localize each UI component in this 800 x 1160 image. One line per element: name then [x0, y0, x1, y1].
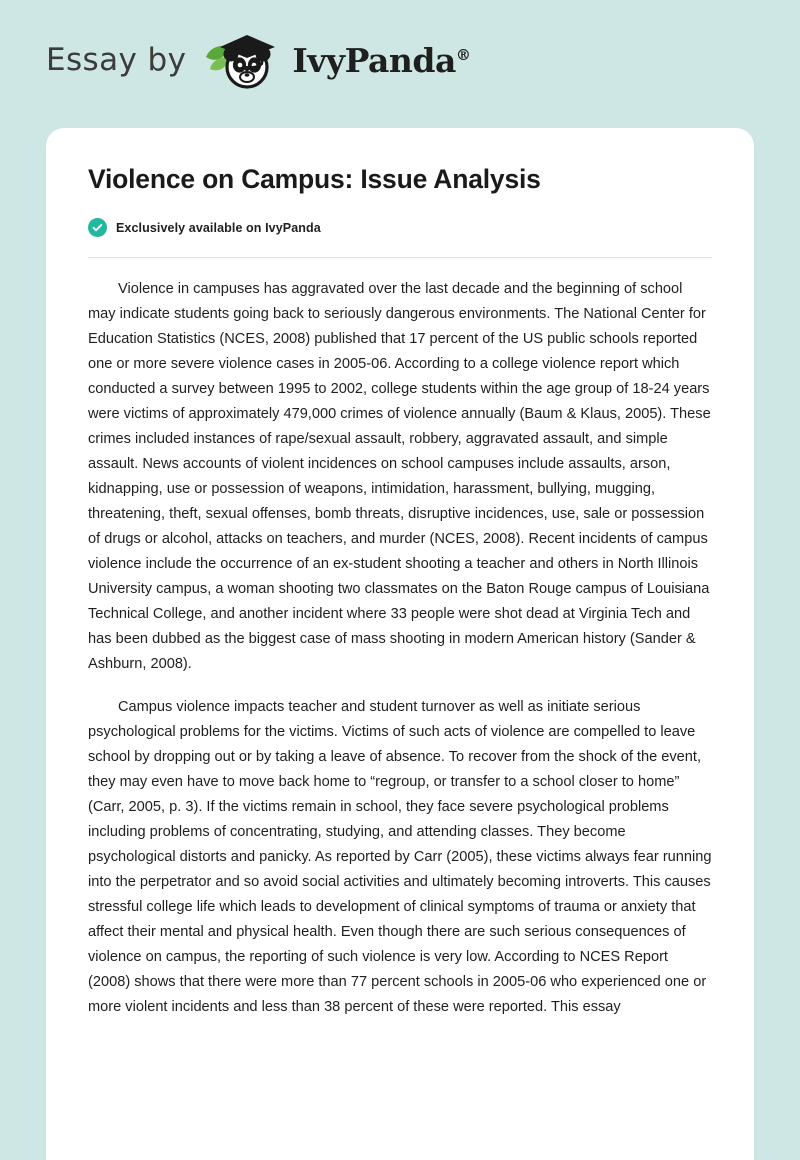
check-circle-icon [88, 218, 107, 237]
brand-logo[interactable] [200, 27, 470, 93]
brand-name [292, 41, 470, 80]
paragraph-1: Violence in campuses has aggravated over the last decade and the beginning of school may indicate students going back to seriously dangerous environments. The National Center for Education Statistics (NCES, 2008) published that 17 percent of the US public schools reported one or more severe violence cases in 2005-06. According to a college violence report which conducted a survey between 1995 to 2002, college students within the age group of 18-24 years were victims of approximately 479,000 crimes of violence annually (Baum & Klaus, 2005). These crimes included instances of rape/sexual assault, robbery, aggravated assault, and simple assault. News accounts of violent incidences on school campuses include assaults, arson, kidnapping, use or possession of weapons, intimidation, harassment, bullying, mugging, threatening, theft, sexual offenses, bomb threats, disruptive incidences, use, sale or possession of drugs or alcohol, attacks on teachers, and murder (NCES, 2008). Recent incidents of campus violence include the occurrence of an ex-student shooting a teacher and others in North Illinois University campus, a woman shooting two classmates on the Baton Rouge campus of Louisiana Technical College, and another incident where 33 people were shot dead at Virginia Tech and has been dubbed as the biggest case of mass shooting in modern American history (Sander & Ashburn, 2008). [88, 281, 711, 673]
document-body [88, 258, 712, 1020]
registered-mark: ® [455, 45, 471, 64]
panda-graduation-cap-logo-icon [200, 27, 286, 93]
brand-name-text: IvyPanda [292, 40, 456, 80]
essay-by-label: Essay by [46, 42, 187, 78]
exclusive-label: Exclusively available on IvyPanda [116, 220, 321, 235]
document-card [46, 128, 754, 1160]
page-title: Violence on Campus: Issue Analysis [88, 164, 541, 194]
status-badge [88, 218, 712, 237]
paragraph-2: Campus violence impacts teacher and student turnover as well as initiate serious psychological problems for the victims. Victims of such acts of violence are compelled to leave school by dropping out or by taking a leave of absence. To recover from the shock of the event, they may even have to move back home to “regroup, or transfer to a school closer to home” (Carr, 2005, p. 3). If the victims remain in school, they face severe psychological problems including problems of concentrating, studying, and attending classes. They become psychological distorts and panicky. As reported by Carr (2005), these victims always fear running into the perpetrator and so avoid social activities and ultimately becoming introverts. This causes stressful college life which leads to development of clinical symptoms of trauma or anxiety that affect their mental and physical health. Even though there are such serious consequences of violence on campus, the reporting of such violence is very low. According to NCES Report (2008) shows that there were more than 77 percent schools in 2005-06 who experienced one or more violent incidents and less than 38 percent of these were reported. This essay [88, 699, 712, 1016]
site-header [0, 0, 800, 120]
